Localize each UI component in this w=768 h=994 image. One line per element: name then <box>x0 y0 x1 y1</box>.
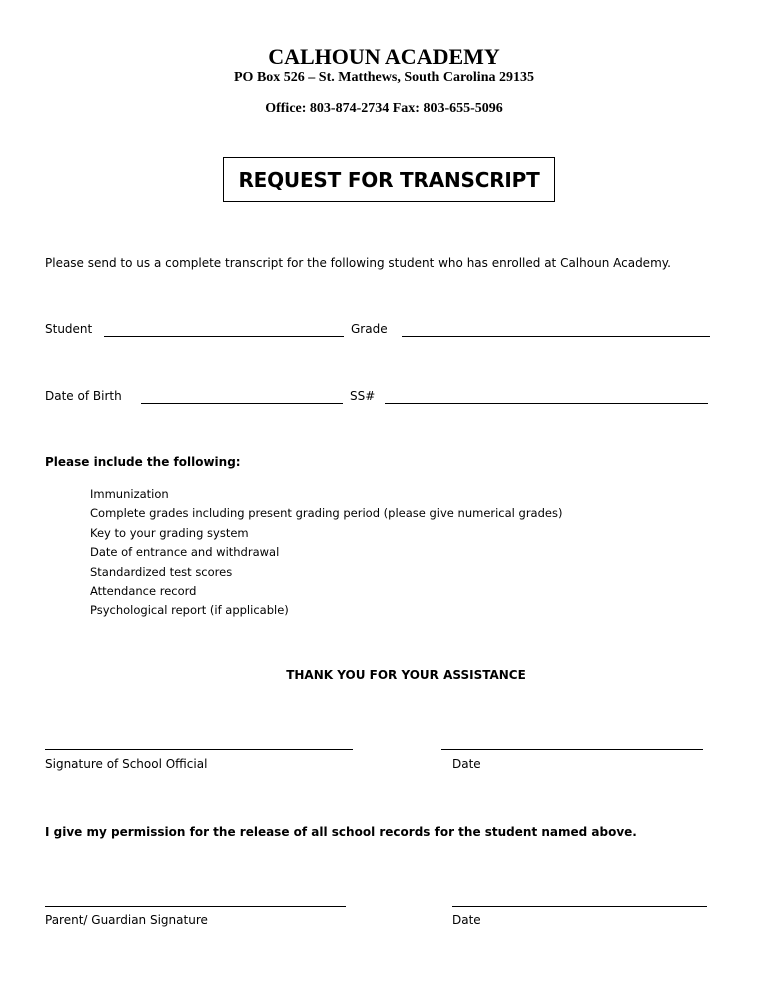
include-list <box>90 485 562 621</box>
official-date-field[interactable] <box>441 749 703 750</box>
list-item: Psychological report (if applicable) <box>90 603 289 618</box>
permission-text: I give my permission for the release of all school records for the student named above. <box>45 825 637 839</box>
official-signature-field[interactable] <box>45 749 353 750</box>
ss-label: SS# <box>350 389 376 403</box>
include-heading: Please include the following: <box>45 455 241 469</box>
student-field[interactable] <box>104 336 344 337</box>
official-signature-label: Signature of School Official <box>45 757 208 771</box>
grade-field[interactable] <box>402 336 710 337</box>
list-item: Key to your grading system <box>90 525 249 540</box>
thank-you-text: THANK YOU FOR YOUR ASSISTANCE <box>286 668 526 682</box>
form-title-box <box>223 157 555 202</box>
school-address: PO Box 526 – St. Matthews, South Carolina 29135 <box>234 70 534 85</box>
ss-field[interactable] <box>385 403 708 404</box>
list-item: Standardized test scores <box>90 564 233 579</box>
list-item: Immunization <box>90 487 169 501</box>
parent-date-field[interactable] <box>452 906 707 907</box>
list-item: Date of entrance and withdrawal <box>90 545 280 560</box>
student-label: Student <box>45 322 93 336</box>
list-item: Attendance record <box>90 583 197 598</box>
grade-label: Grade <box>351 322 388 336</box>
intro-text: Please send to us a complete transcript for the following student who has enrolled at Calhoun Academy. <box>45 256 671 270</box>
parent-signature-field[interactable] <box>45 906 346 907</box>
form-title: REQUEST FOR TRANSCRIPT <box>238 167 540 192</box>
school-name: CALHOUN ACADEMY <box>268 44 500 69</box>
school-contact: Office: 803-874-2734 Fax: 803-655-5096 <box>265 101 503 116</box>
official-date-label: Date <box>452 757 481 771</box>
list-item: Complete grades including present grading period (please give numerical grades) <box>90 506 563 521</box>
dob-field[interactable] <box>141 403 343 404</box>
parent-date-label: Date <box>452 913 481 927</box>
dob-label: Date of Birth <box>45 389 122 403</box>
parent-signature-label: Parent/ Guardian Signature <box>45 913 208 927</box>
